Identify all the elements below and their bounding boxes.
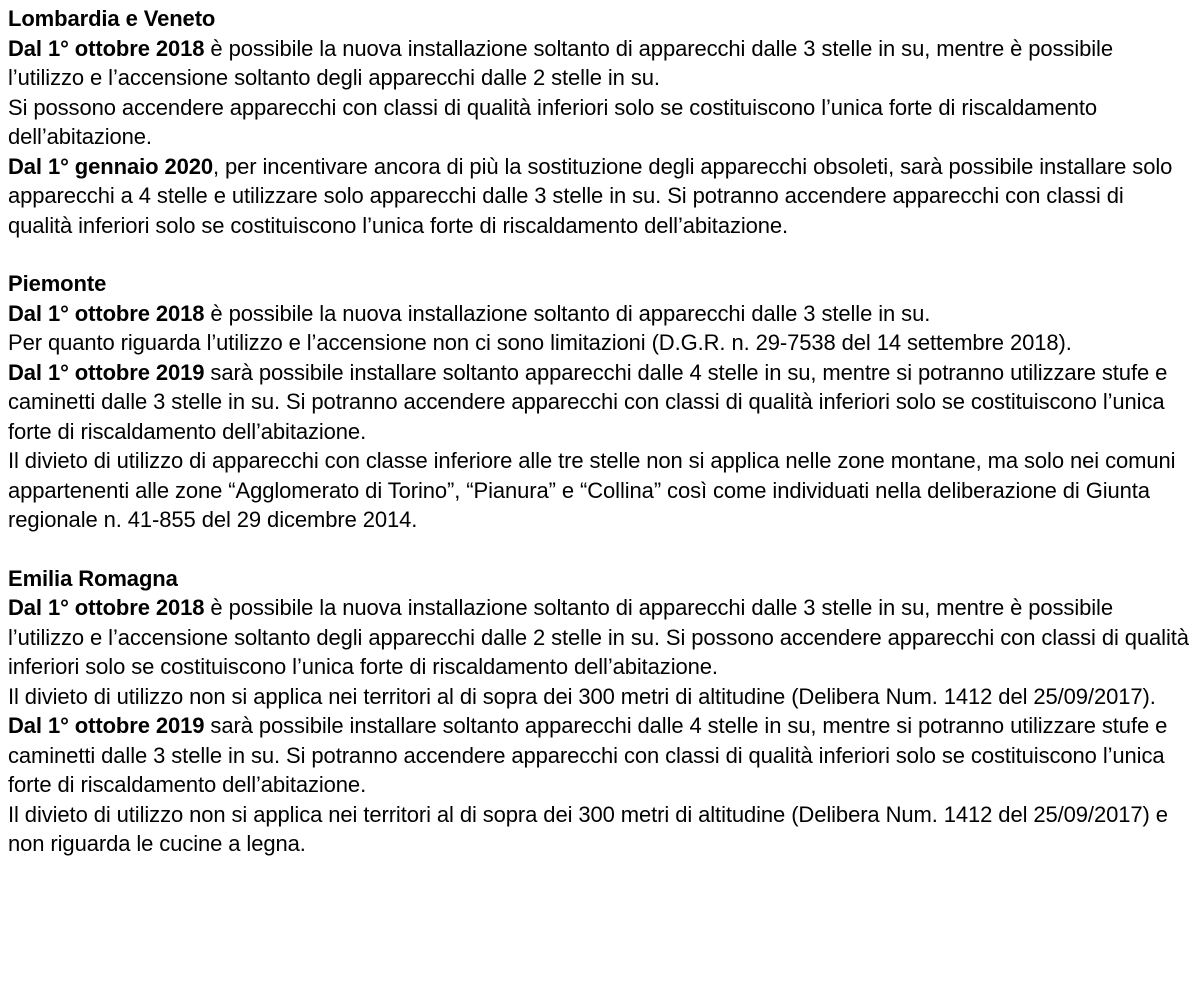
paragraph-text: sarà possibile installare soltanto apparecchi dalle 4 stelle in su, mentre si potranno utilizzare stufe e caminetti dalle 3 stelle in su. Si potranno accendere apparecchi con classi di qualità inferiori solo se costituiscono l’unica forte di riscaldamento dell’abitazione. — [8, 713, 1168, 797]
date-highlight: Dal 1° gennaio 2020 — [8, 153, 213, 179]
paragraph-text: è possibile la nuova installazione soltanto di apparecchi dalle 3 stelle in su. — [204, 300, 931, 326]
paragraph-text: Si possono accendere apparecchi con classi di qualità inferiori solo se costituiscono l’unica forte di riscaldamento dell’abitazione. — [8, 94, 1097, 149]
section-title: Emilia Romagna — [8, 565, 178, 591]
section-piemonte — [8, 269, 1192, 535]
paragraph-text: sarà possibile installare soltanto apparecchi dalle 4 stelle in su, mentre si potranno utilizzare stufe e caminetti dalle 3 stelle in su. Si potranno accendere apparecchi con classi di qualità inferiori solo se costituiscono l’unica forte di riscaldamento dell’abitazione. — [8, 359, 1168, 444]
paragraph — [8, 328, 1192, 358]
paragraph-text: è possibile la nuova installazione soltanto di apparecchi dalle 3 stelle in su, mentre è possibile l’utilizzo e l’accensione soltanto degli apparecchi dalle 2 stelle in su. Si possono accendere apparecchi con classi di qualità inferiori solo se costituiscono l’unica forte di riscaldamento dell’abitazione. — [8, 595, 1189, 679]
paragraph-text: Il divieto di utilizzo non si applica nei territori al di sopra dei 300 metri di altitudine (Delibera Num. 1412 del 25/09/2017) e non riguarda le cucine a legna. — [8, 801, 1168, 856]
date-highlight: Dal 1° ottobre 2019 — [8, 713, 205, 738]
paragraph — [8, 446, 1192, 535]
paragraph-text: Il divieto di utilizzo di apparecchi con classe inferiore alle tre stelle non si applica nelle zone montane, ma solo nei comuni appartenenti alle zone “Agglomerato di Torino”, “Pianura” e “Collina” così come individuati nella deliberazione di Giunta regionale n. 41-855 del 29 dicembre 2014. — [8, 448, 1176, 532]
paragraph — [8, 358, 1192, 447]
date-highlight: Dal 1° ottobre 2018 — [8, 35, 205, 61]
paragraph-text: è possibile la nuova installazione soltanto di apparecchi dalle 3 stelle in su, mentre è possibile l’utilizzo e l’accensione soltanto degli apparecchi dalle 2 stelle in su. — [8, 35, 1113, 90]
paragraph — [8, 593, 1192, 682]
paragraph-text: , per incentivare ancora di più la sostituzione degli apparecchi obsoleti, sarà possibile installare solo apparecchi a 4 stelle e utilizzare solo apparecchi dalle 3 stelle in su. Si potranno accendere apparecchi con classi di qualità inferiori solo se costituiscono l’unica forte di riscaldamento dell’abitazione. — [8, 153, 1173, 238]
section-lombardia-veneto — [8, 4, 1192, 240]
paragraph-text: Il divieto di utilizzo non si applica nei territori al di sopra dei 300 metri di altitudine (Delibera Num. 1412 del 25/09/2017). — [8, 683, 1156, 709]
section-emilia-romagna — [8, 564, 1192, 859]
section-title: Lombardia e Veneto — [8, 6, 216, 31]
date-highlight: Dal 1° ottobre 2018 — [8, 300, 205, 326]
paragraph — [8, 711, 1192, 800]
section-title: Piemonte — [8, 271, 107, 296]
date-highlight: Dal 1° ottobre 2019 — [8, 359, 205, 385]
paragraph — [8, 93, 1192, 152]
paragraph — [8, 682, 1192, 712]
paragraph — [8, 800, 1192, 859]
paragraph-text: Per quanto riguarda l’utilizzo e l’accensione non ci sono limitazioni (D.G.R. n. 29-7538 del 14 settembre 2018). — [8, 330, 1072, 355]
date-highlight: Dal 1° ottobre 2018 — [8, 595, 205, 620]
paragraph — [8, 152, 1192, 241]
paragraph — [8, 34, 1192, 93]
paragraph — [8, 299, 1192, 329]
